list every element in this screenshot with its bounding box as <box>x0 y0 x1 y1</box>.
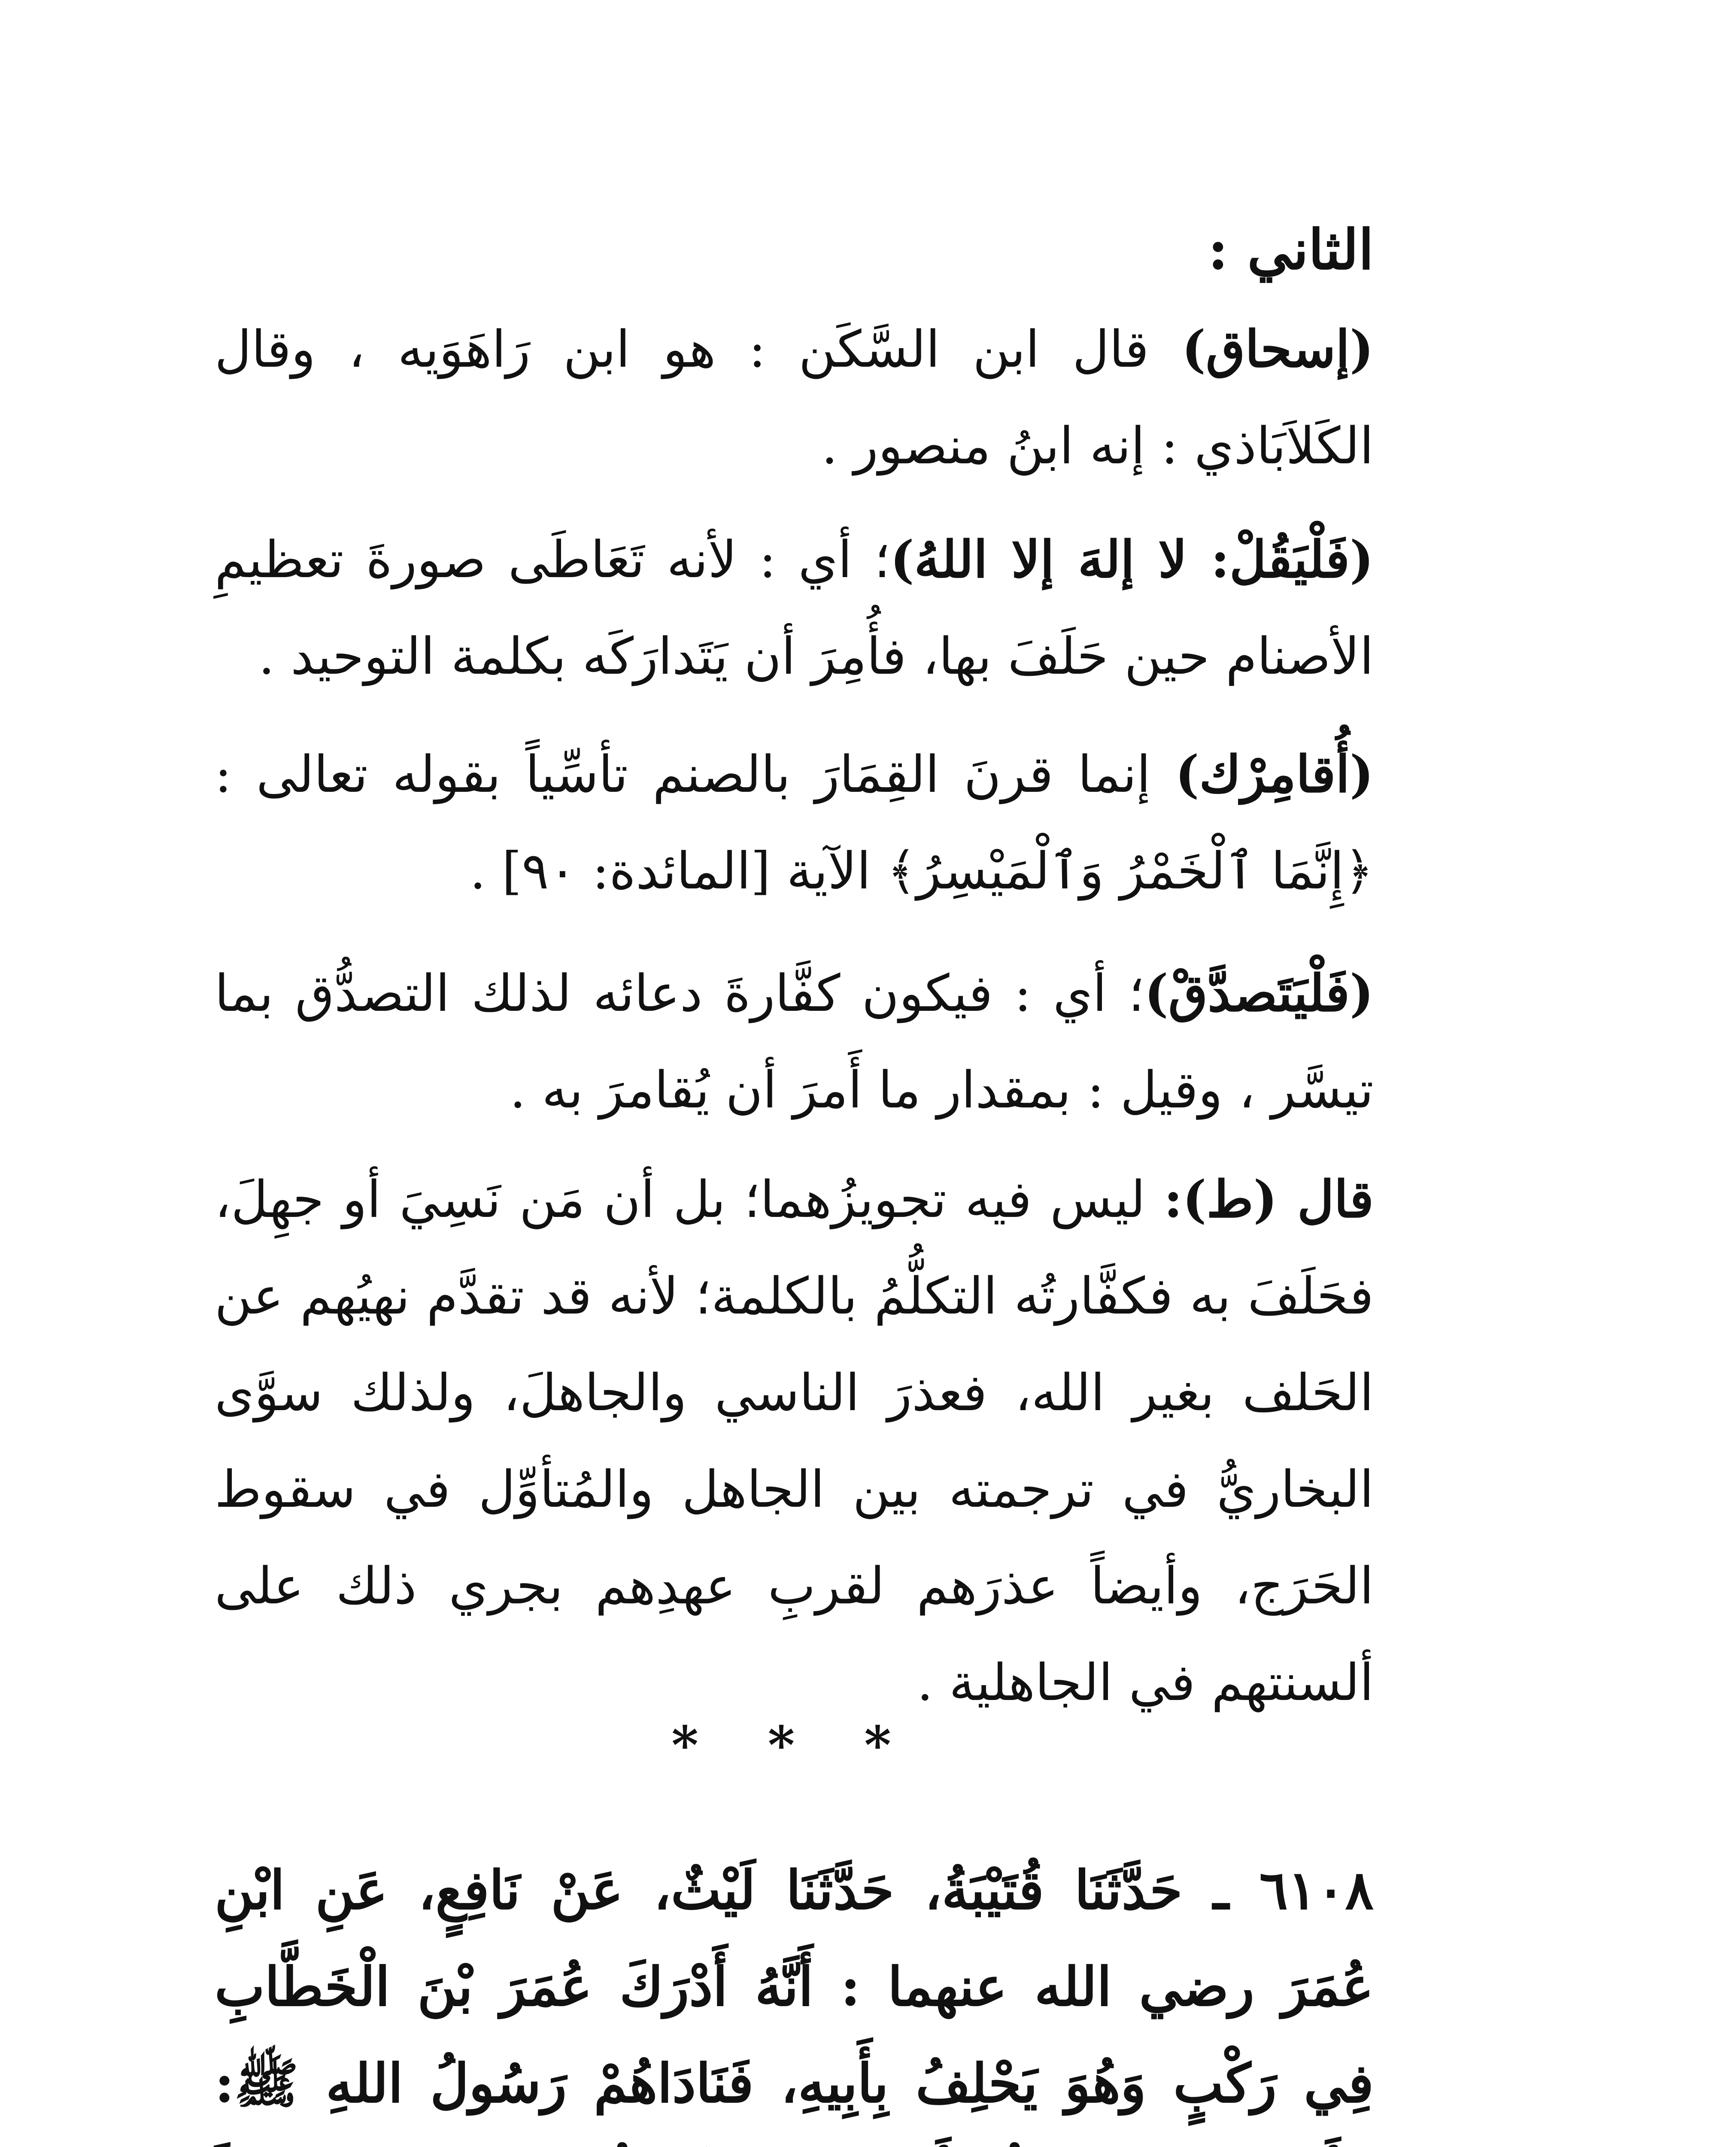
commentary-paragraph-5 <box>215 1151 1374 1731</box>
commentary-paragraph-4 <box>215 945 1374 1138</box>
commentary-text: ؛ أي : فيكون كفَّارةَ دعائه لذلك التصدُّق بما تيسَّر ، وقيل : بمقدار ما أَمرَ أن يُقامرَ به . <box>215 964 1374 1119</box>
commentary-text: قال ابن السَّكَن : هو ابن رَاهَوَيه ، وقال الكَلاَبَاذي : إنه ابنُ منصور . <box>215 319 1374 475</box>
section-heading: الثاني : <box>1208 218 1374 282</box>
commentary-text: ليس فيه تجويزُهما؛ بل أن مَن نَسِيَ أو جهِلَ، فحَلَفَ به فكفَّارتُه التكلُّمُ بالكلمة؛ لأنه قد تقدَّم نهيُهم عن الحَلف بغير الله، فعذرَ الناسي والجاهلَ، ولذلك سوَّى البخاريُّ في ترجمته بين الجاهل والمُتأوِّل في سقوط الحَرَج، وأيضاً عذرَهم لقربِ عهدِهم بجري ذلك على ألسنتهم في الجاهلية . <box>215 1170 1374 1712</box>
commentary-term: (فَلْيَقُلْ: لا إلهَ إلا اللهُ) <box>890 529 1374 589</box>
commentary-term: قال (ط): <box>1164 1169 1374 1229</box>
commentary-paragraph-3 <box>215 726 1374 919</box>
commentary-text: ؛ أي : لأنه تَعَاطَى صورةَ تعظيمِ الأصنام حين حَلَفَ بها، فأُمِرَ أن يَتَدارَكَه بكلمة التوحيد . <box>215 530 1374 686</box>
commentary-paragraph-2 <box>215 511 1374 705</box>
commentary-term: (فَلْيَتَصدَّقْ) <box>1144 963 1374 1023</box>
commentary-text: إنما قرنَ القِمَارَ بالصنم تأسِّياً بقوله تعالى : ﴿إِنَّمَا ٱلْخَمْرُ وَٱلْمَيْسِرُ﴾ الآية [المائدة: ٩٠] . <box>215 745 1374 900</box>
commentary-term: (أُقامِرْك) <box>1175 744 1374 804</box>
hadith-text: ٦١٠٨ ـ حَدَّثَنَا قُتَيْبَةُ، حَدَّثَنَا لَيْثٌ، عَنْ نَافِعٍ، عَنِ ابْنِ عُمَرَ رضي الله عنهما : أَنَّهُ أَدْرَكَ عُمَرَ بْنَ الْخَطَّابِ فِي رَكْبٍ وَهُوَ يَحْلِفُ بِأَبِيهِ، فَنَادَاهُمْ رَسُولُ اللهِ ﷺ: <box>215 1859 1374 2115</box>
commentary-paragraph-1 <box>215 301 1374 494</box>
commentary-term: (إسحاق) <box>1182 319 1374 379</box>
section-separator: * * * <box>671 1715 917 1776</box>
